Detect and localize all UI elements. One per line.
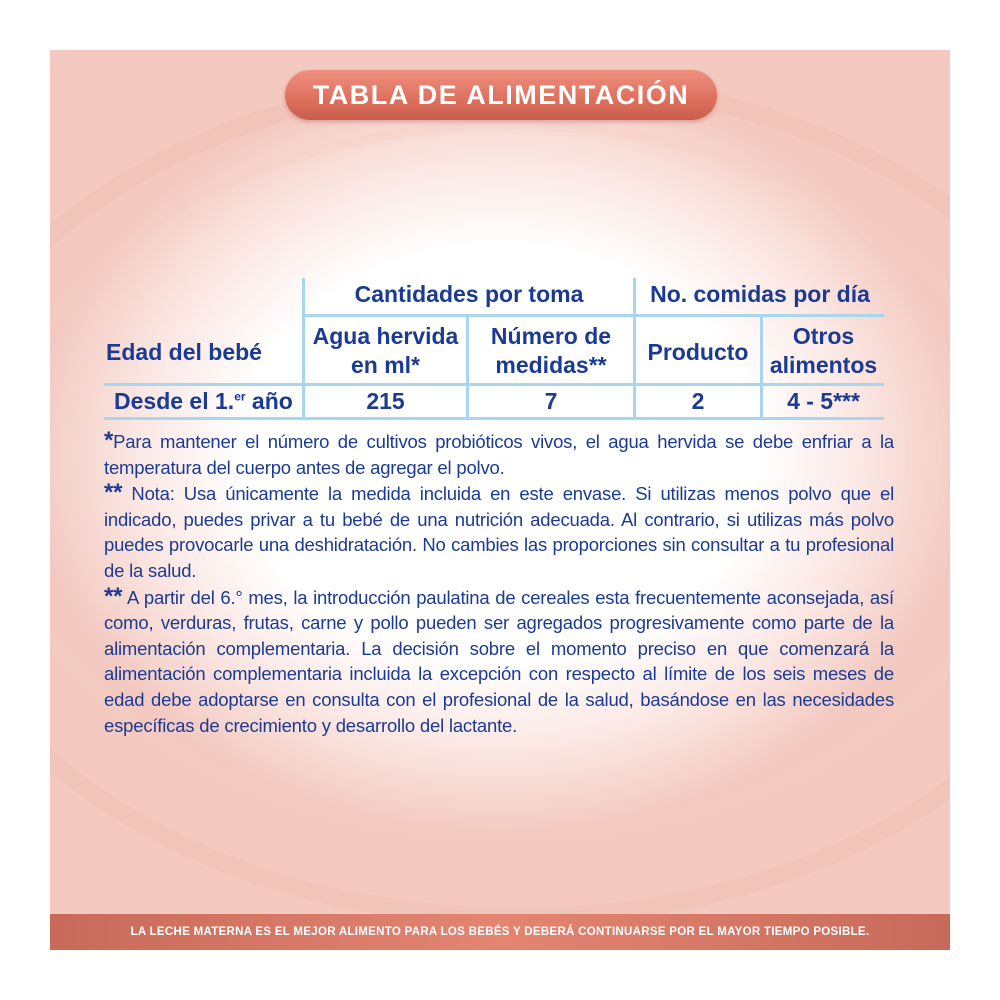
header-age: Edad del bebé xyxy=(106,339,262,365)
footnote-1 xyxy=(104,428,894,480)
header-measures-line2: medidas** xyxy=(495,352,607,378)
title-banner xyxy=(285,70,717,120)
footnote-1-text: Para mantener el número de cultivos probióticos vivos, el agua hervida se debe enfriar a la temperatura del cuerpo antes de agregar el polvo. xyxy=(104,431,894,478)
footnote-3-text: A partir del 6.° mes, la introducción paulatina de cereales esta frecuentemente aconsejada, así como, verduras, frutas, carne y pollo pueden ser agregados progresivamente como parte de la alimentación complementaria. La decisión sobre el momento preciso en que comenzará la alimentación complementaria incluida la excepción con respecto al límite de los seis meses de edad debe adoptarse en consulta con el profesional de la salud, basándose en las necesidades específicas de crecimiento y desarrollo del lactante. xyxy=(104,586,894,736)
footer-banner xyxy=(50,914,950,950)
header-water-line1: Agua hervida xyxy=(312,323,459,349)
cell-product: 2 xyxy=(691,388,705,414)
footnote-3 xyxy=(104,584,894,739)
footnote-2-text: Nota: Usa únicamente la medida incluida en este envase. Si utilizas menos polvo que el indicado, puedes privar a tu bebé de una nutrición adecuada. Al contrario, si utilizas más polvo puedes provocarle una deshidratación. No cambies las proporciones sin consultar a tu profesional de la salud. xyxy=(104,483,894,581)
cell-age-ordinal: er xyxy=(234,389,246,404)
cell-other: 4 - 5*** xyxy=(787,388,860,414)
cell-water: 215 xyxy=(366,388,405,414)
footnote-1-mark: * xyxy=(104,427,114,454)
footnote-3-mark: ** xyxy=(104,582,123,610)
header-meals-per-day: No. comidas por día xyxy=(650,281,870,307)
cell-age xyxy=(104,386,302,416)
table-divider-h xyxy=(104,417,884,420)
cell-measures: 7 xyxy=(544,388,558,414)
footer-disclaimer: LA LECHE MATERNA ES EL MEJOR ALIMENTO PARA LOS BEBÉS Y DEBERÁ CONTINUARSE POR EL MAYOR TIEMPO POSIBLE. xyxy=(130,926,870,938)
cell-age-suffix: año xyxy=(245,388,293,414)
header-quantities: Cantidades por toma xyxy=(354,281,584,307)
header-product: Producto xyxy=(647,339,749,365)
header-other-line1: Otros xyxy=(792,323,855,349)
header-measures-line1: Número de xyxy=(490,323,612,349)
footnote-2-mark: ** xyxy=(104,479,123,507)
table-divider-h xyxy=(302,314,884,317)
footnote-2 xyxy=(104,480,894,583)
cell-age-prefix: Desde el 1. xyxy=(114,388,235,414)
header-other-line2: alimentos xyxy=(769,352,878,378)
footnotes xyxy=(104,428,894,738)
header-water-line2: en ml* xyxy=(350,352,421,378)
page-title: TABLA DE ALIMENTACIÓN xyxy=(312,79,690,110)
